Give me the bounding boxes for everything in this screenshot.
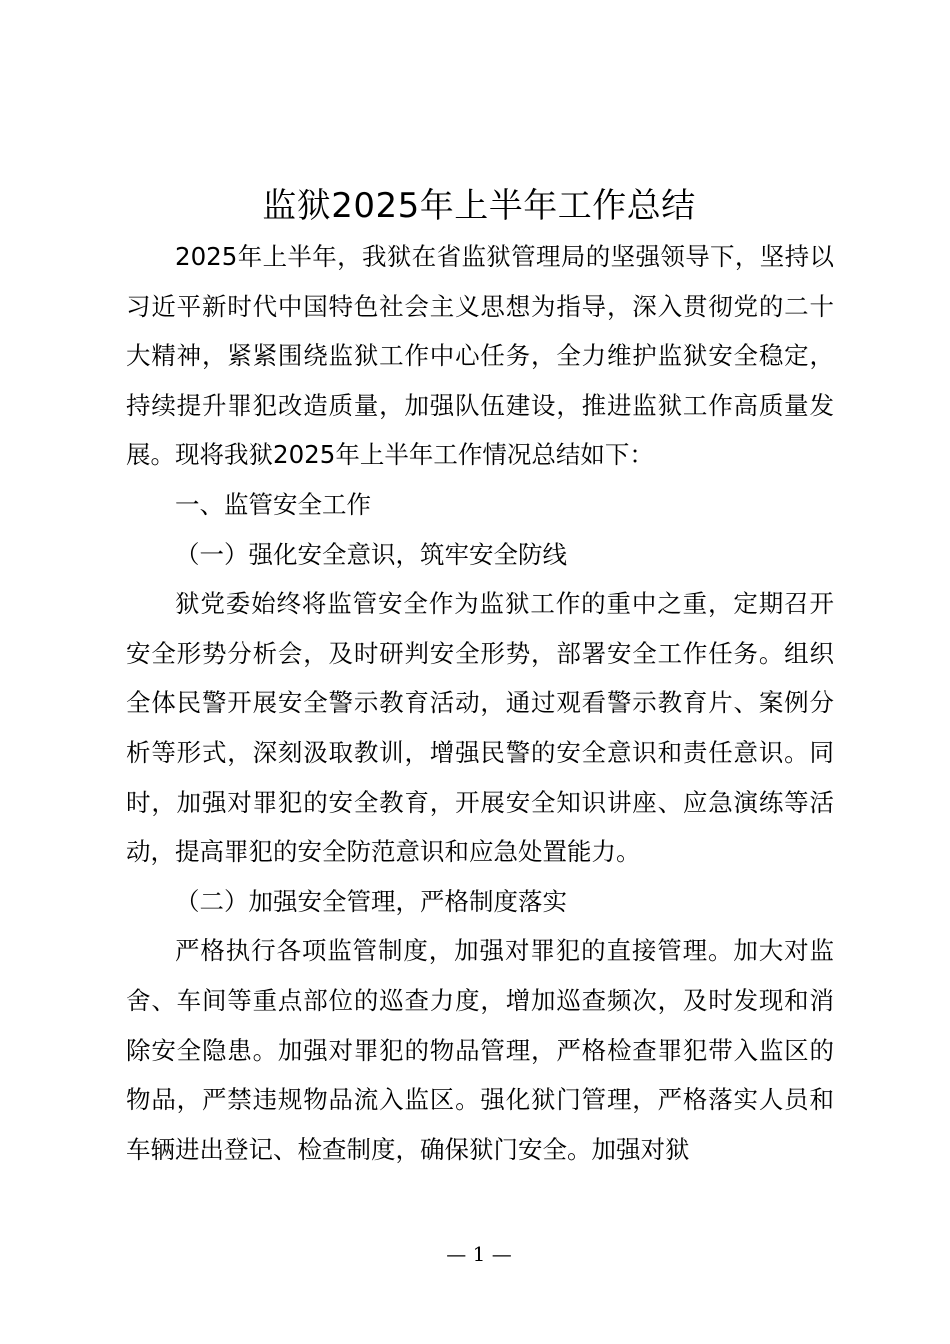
document-body	[126, 232, 834, 1174]
intro-paragraph: 2025年上半年，我狱在省监狱管理局的坚强领导下，坚持以习近平新时代中国特色社会主义思想为指导，深入贯彻党的二十大精神，紧紧围绕监狱工作中心任务，全力维护监狱安全稳定，持续提升罪犯改造质量，加强队伍建设，推进监狱工作高质量发展。现将我狱2025年上半年工作情况总结如下：	[126, 242, 834, 470]
body-paragraph-1: 狱党委始终将监管安全作为监狱工作的重中之重，定期召开安全形势分析会，及时研判安全形势，部署安全工作任务。组织全体民警开展安全警示教育活动，通过观看警示教育片、案例分析等形式，深刻汲取教训，增强民警的安全意识和责任意识。同时，加强对罪犯的安全教育，开展安全知识讲座、应急演练等活动，提高罪犯的安全防范意识和应急处置能力。	[126, 589, 834, 867]
subsection-heading-2: （二）加强安全管理，严格制度落实	[175, 886, 567, 916]
document-title: 监狱2025年上半年工作总结	[262, 186, 696, 226]
body-paragraph-2: 严格执行各项监管制度，加强对罪犯的直接管理。加大对监舍、车间等重点部位的巡查力度，增加巡查频次，及时发现和消除安全隐患。加强对罪犯的物品管理，严格检查罪犯带入监区的物品，严禁违规物品流入监区。强化狱门管理，严格落实人员和车辆进出登记、检查制度，确保狱门安全。加强对狱	[126, 936, 834, 1164]
subsection-heading-1: （一）强化安全意识，筑牢安全防线	[175, 539, 567, 569]
section-heading-1: 一、监管安全工作	[175, 489, 371, 519]
page-number: — 1 —	[446, 1242, 512, 1266]
